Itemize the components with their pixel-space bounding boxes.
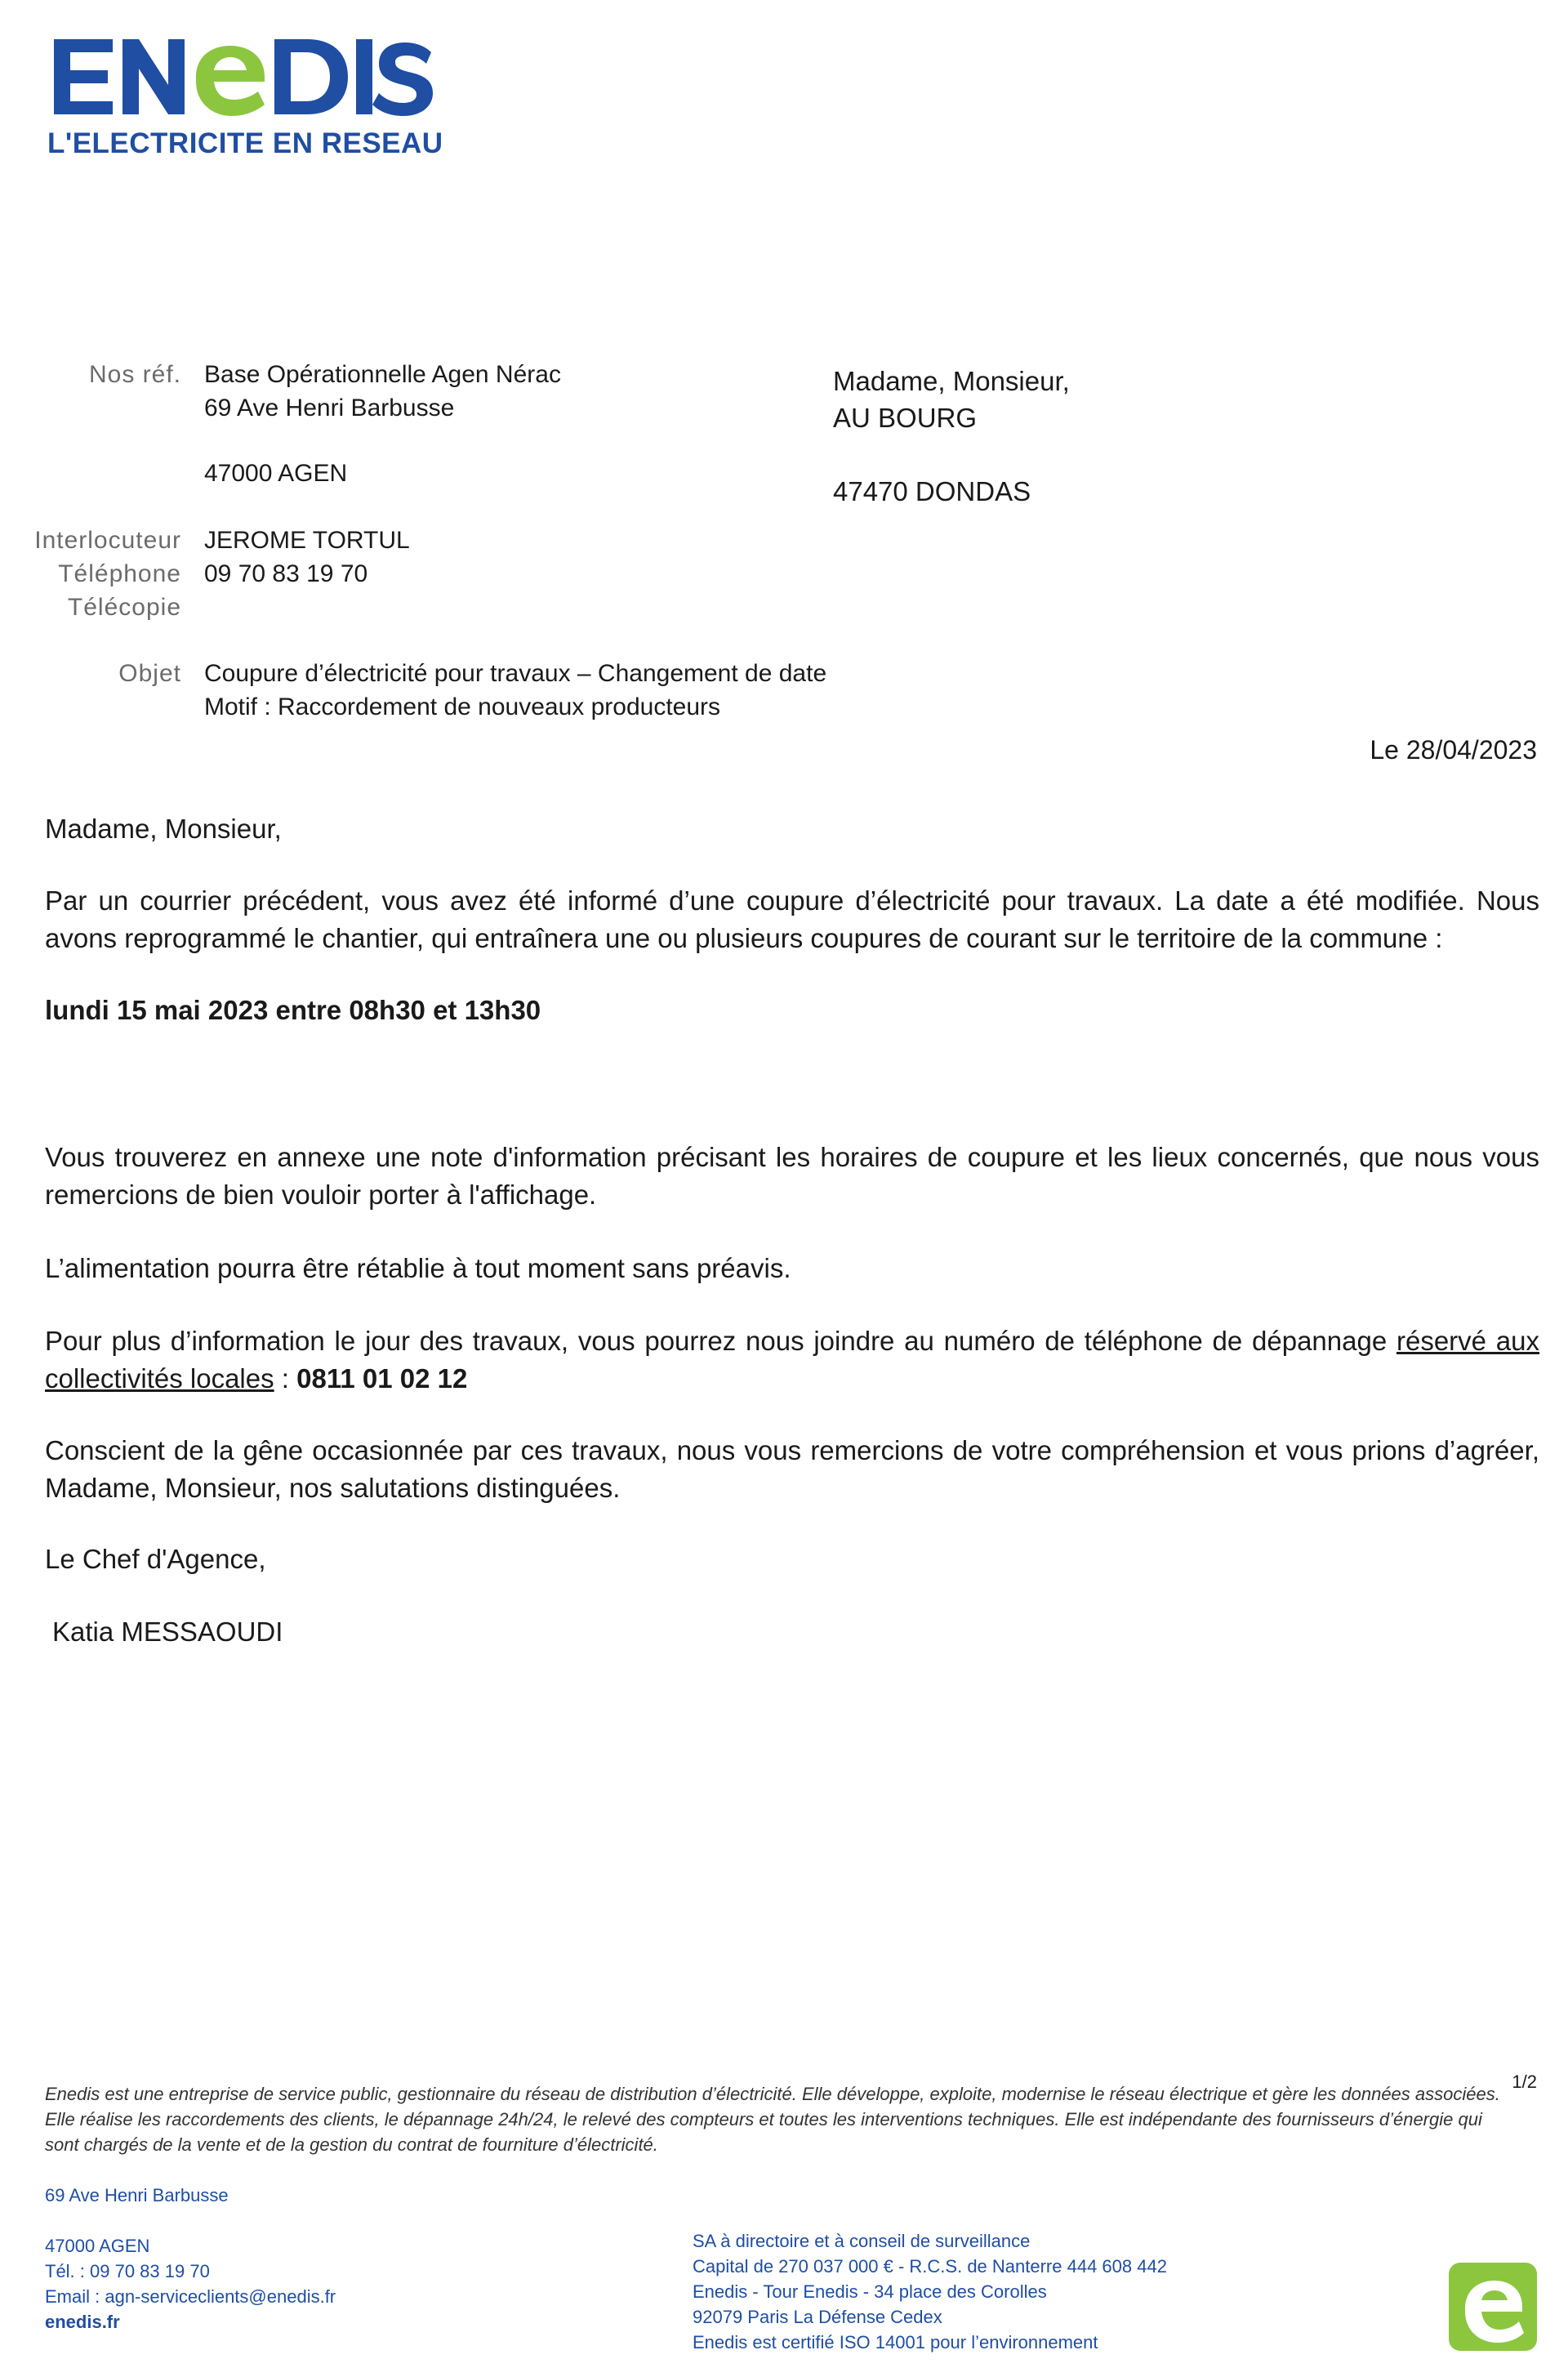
enedis-logo-mark [1449,2263,1537,2351]
enedis-e-icon [1449,2263,1537,2351]
depannage-phone: 0811 01 02 12 [296,1363,468,1394]
page-number: 1/2 [1512,2071,1537,2092]
footer-address-line-1: 69 Ave Henri Barbusse [45,2185,229,2205]
outage-date: lundi 15 mai 2023 entre 08h30 et 13h30 [45,995,541,1025]
logo-tagline: L'ELECTRICITE EN RESEAU [47,127,443,159]
footer-address-line-2: 47000 AGEN [45,2236,150,2256]
recipient-line-3: 47470 DONDAS [833,476,1031,506]
footer-email[interactable]: Email : agn-serviceclients@enedis.fr [45,2286,336,2307]
telephone-value: 09 70 83 19 70 [204,560,368,587]
footer-website[interactable]: enedis.fr [45,2312,120,2332]
legal-notice: Enedis est une entreprise de service public, gestionnaire du réseau de distribution d’électricité. Elle développe, exploite, modernise le réseau électrique et gère les données associées. Elle réalise les raccordements des clients, le dépannage 24h/24, le relevé des compteurs et toutes les interventions techniques. Elle est indépendante des fournisseurs d’énergie qui sont chargés de la vente et de la gestion du contrat de fourniture d’électricité. [45,2084,1500,2155]
closing: Le Chef d'Agence, [45,1544,266,1574]
nos-ref-line-2: 69 Ave Henri Barbusse [204,395,455,421]
reserved-collectivites-note: réservé aux collectivités locales [45,1326,1539,1394]
paragraph-5: Conscient de la gêne occasionnée par ces travaux, nous vous remercions de votre compréhension et vous prions d’agréer, Madame, Monsieur, nos salutations distinguées. [45,1435,1539,1503]
letter-date: Le 28/04/2023 [1370,735,1537,765]
signatory: Katia MESSAOUDI [52,1617,283,1647]
nos-ref-line-1: Base Opérationnelle Agen Nérac [204,361,561,388]
paragraph-4 [45,1322,1539,1398]
company-line-3: Enedis - Tour Enedis - 34 place des Corolles [693,2281,1047,2302]
nos-ref-label: Nos réf. [88,361,181,388]
paragraph-1: Par un courrier précédent, vous avez été informé d’une coupure d’électricité pour travaux. La date a été modifiée. Nous avons reprogrammé le chantier, qui entraînera une ou plusieurs coupures de courant sur le territoire de la commune : [45,885,1539,953]
objet-line-1: Coupure d’électricité pour travaux – Changement de date [204,660,827,687]
company-line-5: Enedis est certifié ISO 14001 pour l’environnement [693,2332,1098,2352]
company-line-1: SA à directoire et à conseil de surveillance [693,2231,1031,2251]
recipient-line-1: Madame, Monsieur, [833,366,1070,396]
company-info [693,2228,1167,2355]
enedis-logo [47,31,443,162]
company-line-4: 92079 Paris La Défense Cedex [693,2307,942,2327]
enedis-wordmark [47,31,439,125]
footer-tel: Tél. : 09 70 83 19 70 [45,2261,210,2281]
interlocuteur-value: JEROME TORTUL [204,527,410,554]
company-line-2: Capital de 270 037 000 € - R.C.S. de Nanterre 444 608 442 [693,2256,1167,2277]
recipient-line-2: AU BOURG [833,403,978,433]
paragraph-4-separator: : [274,1363,297,1394]
paragraph-4-text: Pour plus d’information le jour des travaux, vous pourrez nous joindre au numéro de téléphone de dépannage [45,1326,1396,1356]
telecopie-label: Télécopie [67,594,181,621]
salutation: Madame, Monsieur, [45,814,282,844]
paragraph-2: Vous trouverez en annexe une note d'information précisant les horaires de coupure et les lieux concernés, que nous vous remercions de bien vouloir porter à l'affichage. [45,1142,1539,1210]
paragraph-3: L’alimentation pourra être rétablie à tout moment sans préavis. [45,1253,791,1283]
objet-line-2: Motif : Raccordement de nouveaux producteurs [204,693,721,720]
interlocuteur-label: Interlocuteur [34,527,181,554]
objet-label: Objet [118,660,181,687]
telephone-label: Téléphone [58,560,181,587]
nos-ref-line-3: 47000 AGEN [204,460,348,487]
